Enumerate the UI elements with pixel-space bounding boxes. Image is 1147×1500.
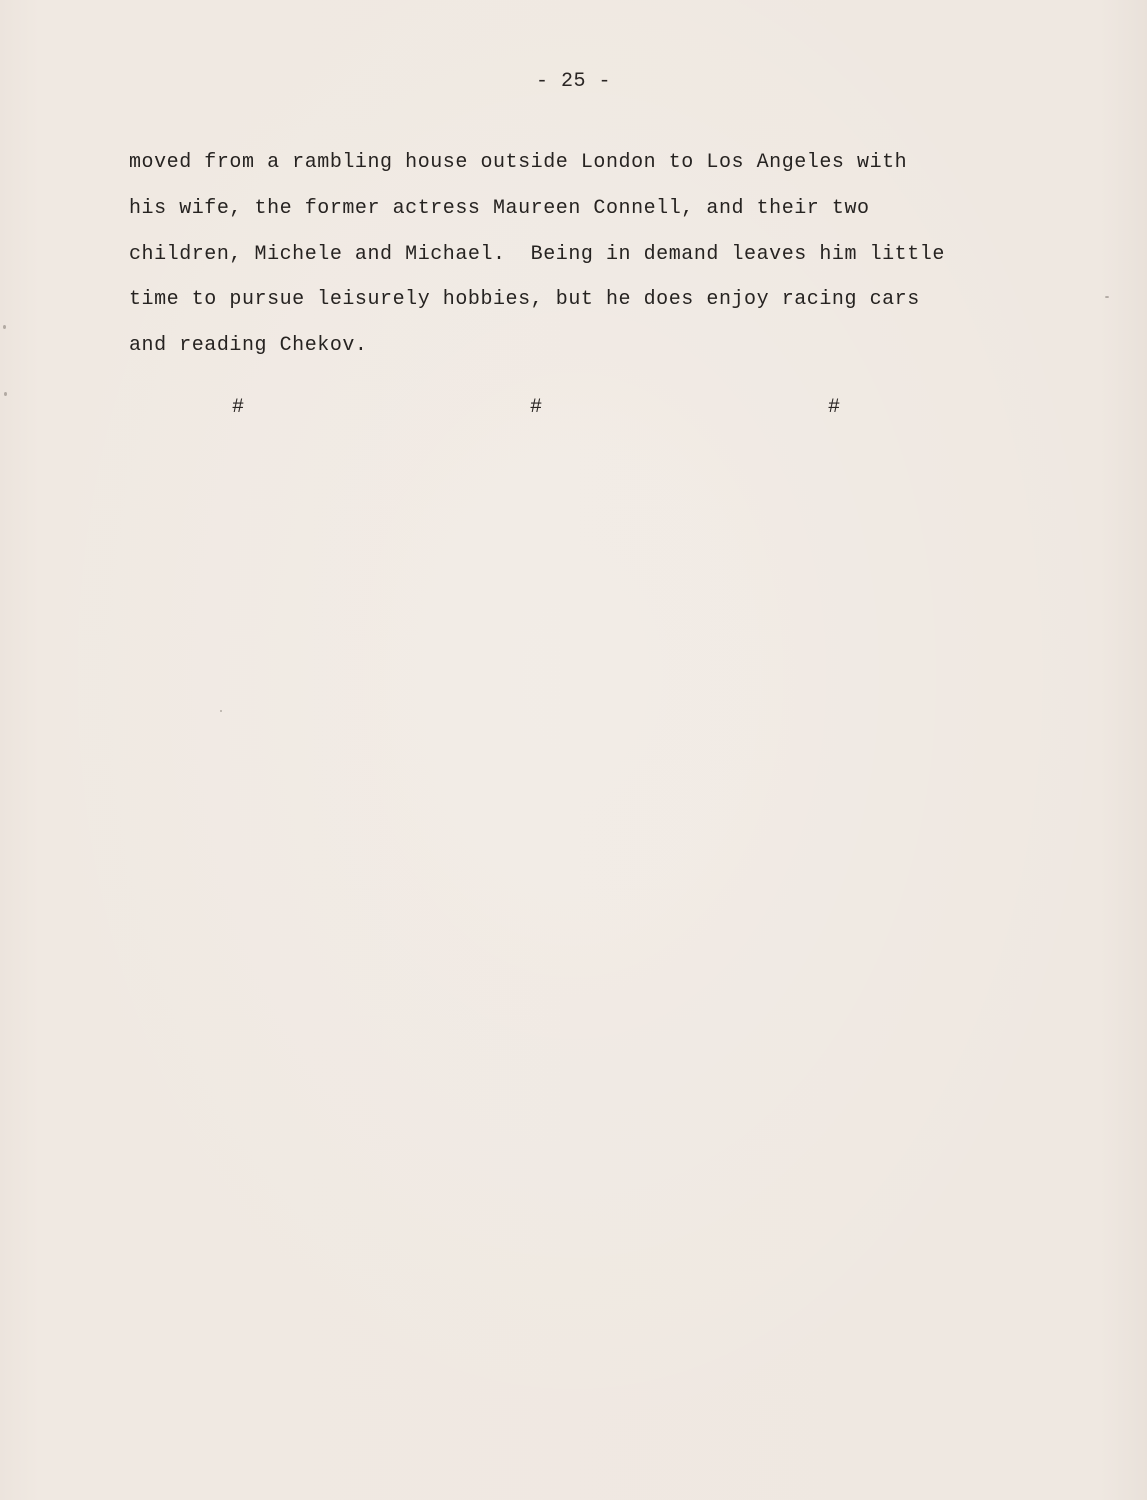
page-number: - 25 - [535, 70, 611, 93]
body-paragraph [129, 140, 1049, 369]
paper-speck [1105, 296, 1109, 298]
paragraph-line: and reading Chekov. [129, 334, 368, 358]
paragraph-line: his wife, the former actress Maureen Connell, and their two [129, 196, 870, 220]
paper-speck [3, 325, 6, 329]
paragraph-line: moved from a rambling house outside London to Los Angeles with [129, 151, 908, 174]
paragraph-line: time to pursue leisurely hobbies, but he does enjoy racing cars [129, 288, 920, 312]
end-mark: # [828, 396, 841, 419]
paper-speck [4, 392, 7, 396]
end-mark: # [232, 396, 245, 419]
end-of-release-marks [0, 396, 1147, 426]
end-mark: # [530, 396, 543, 419]
paper-speck [220, 710, 222, 712]
paragraph-line: children, Michele and Michael. Being in demand leaves him little [129, 242, 945, 266]
